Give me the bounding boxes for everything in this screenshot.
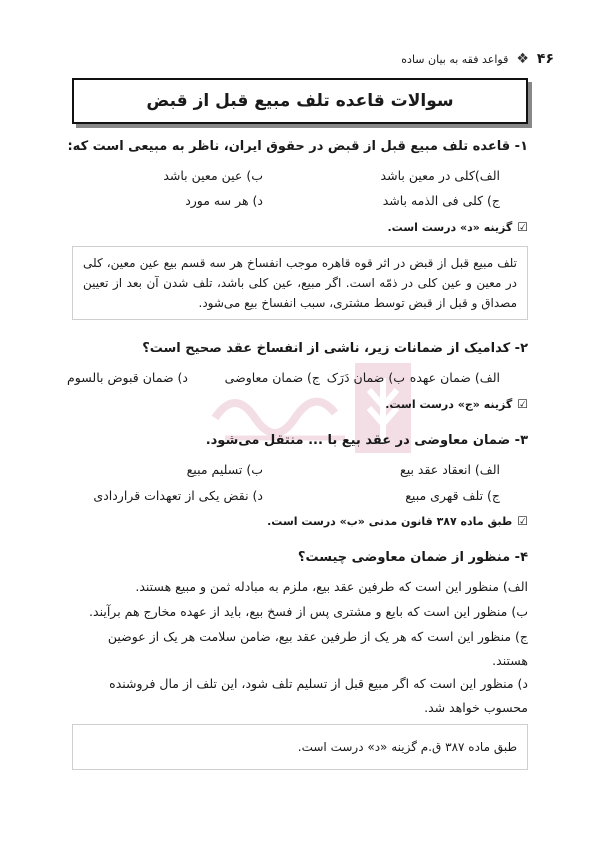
section-title: سوالات قاعده تلف مبیع قبل از قبض (72, 78, 528, 124)
question-2-option-a: الف) ضمان عهده (409, 370, 500, 385)
question-1-option-c: ج) کلی فی الذمه باشد (382, 193, 500, 208)
question-3-answer (267, 514, 528, 528)
question-4-line: ب) منظور این است که بایع و مشتری پس از فسخ بیع، باید از عهده مخارج هم برآیند. (89, 604, 528, 619)
question-3-answer-text: طبق ماده ۳۸۷ قانون مدنی «ب» درست است. (267, 514, 513, 528)
question-3-option-c: ج) تلف قهری مبیع (405, 488, 500, 503)
question-1-answer-text: گزینه «د» درست است. (387, 220, 513, 234)
question-4-line: هستند. (492, 653, 528, 668)
question-2-option-c: ج) ضمان معاوضی (224, 370, 320, 385)
question-1-option-b: ب) عین معین باشد (163, 168, 263, 183)
question-4-line: ج) منظور این است که هر یک از طرفین عقد بیع، ضامن سلامت هر یک از عوضین (107, 629, 528, 644)
question-1-title: ۱- قاعده تلف مبیع قبل از قبض در حقوق ایران، ناظر به مبیعی است که: (67, 139, 528, 154)
question-3-option-a: الف) انعقاد عقد بیع (400, 462, 500, 477)
question-2-answer (385, 397, 528, 411)
page-number: ۴۶ (536, 51, 554, 67)
diamond-ornament-icon: ❖ (516, 51, 529, 67)
question-4-explanation: طبق ماده ۳۸۷ ق.م گزینه «د» درست است. (72, 724, 528, 770)
checkbox-icon: ☑ (517, 514, 528, 528)
running-header (46, 48, 554, 70)
question-2-option-d: د) ضمان قبوض بالسوم (67, 370, 188, 385)
checkbox-icon: ☑ (517, 397, 528, 411)
question-2-answer-text: گزینه «ج» درست است. (385, 397, 513, 411)
question-4-title: ۴- منظور از ضمان معاوضی چیست؟ (297, 550, 528, 565)
question-1-explanation: تلف مبیع قبل از قبض در اثر قوه قاهره موجب انفساخ هر سه قسم بیع عین معین، کلی در معین و عین کلی در ذمّه است. اگر مبیع، عین کلی باشد، تلف شدن آن بعد از تعیین مصداق و قبل از قبض توسط مشتری، سبب انفساخ بیع می‌شود. (72, 246, 528, 320)
question-4-line: الف) منظور این است که طرفین عقد بیع، ملزم به مبادله ثمن و مبیع هستند. (135, 579, 528, 594)
question-2-title: ۲- کدامیک از ضمانات زیر، ناشی از انفساخ عقد صحیح است؟ (142, 341, 528, 356)
checkbox-icon: ☑ (517, 220, 528, 234)
running-title: قواعد فقه به بیان ساده (401, 52, 509, 66)
question-4-line: د) منظور این است که اگر مبیع قبل از تسلیم تلف شود، این تلف از مال فروشنده (109, 676, 528, 691)
question-3-option-b: ب) تسلیم مبیع (186, 462, 263, 477)
question-3-title: ۳- ضمان معاوضی در عقد بیع با ... منتقل می‌شود. (205, 433, 528, 448)
question-3-option-d: د) نقض یکی از تعهدات قراردادی (93, 488, 263, 503)
question-1-option-a: الف)کلی در معین باشد (380, 168, 500, 183)
question-1-answer (388, 220, 529, 234)
question-4-line: محسوب خواهد شد. (424, 700, 528, 715)
question-1-option-d: د) هر سه مورد (185, 193, 263, 208)
question-2-option-b: ب) ضمان دَرَک (326, 370, 405, 385)
